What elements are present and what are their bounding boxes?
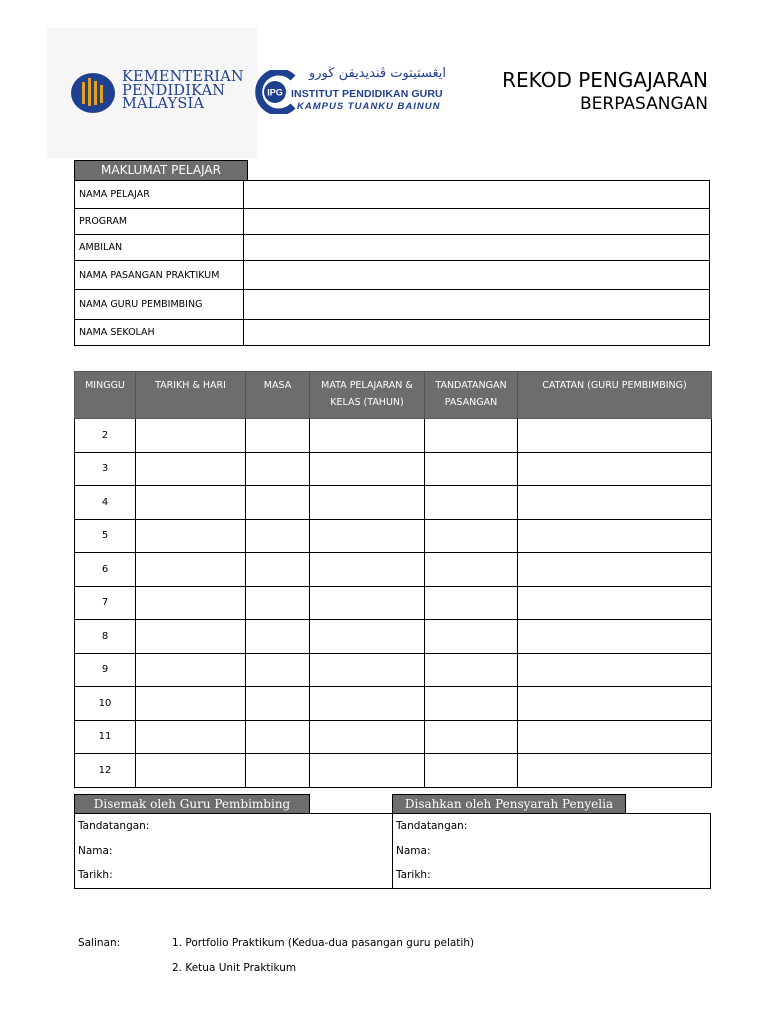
kpm-logo: [70, 69, 244, 116]
cell[interactable]: [310, 620, 425, 654]
kpm-wordmark: [122, 71, 244, 112]
col-header-mata-pelajaran: MATA PELAJARAN & KELAS (TAHUN): [310, 372, 425, 419]
cell[interactable]: [310, 452, 425, 486]
cell[interactable]: [246, 720, 310, 754]
cell[interactable]: [425, 720, 518, 754]
cell[interactable]: [246, 553, 310, 587]
cell[interactable]: [310, 519, 425, 553]
cell[interactable]: [518, 419, 712, 453]
kpm-line1: KEMENTERIAN: [122, 69, 244, 85]
cell[interactable]: [425, 553, 518, 587]
cell[interactable]: [136, 419, 246, 453]
info-label: NAMA PELAJAR: [75, 181, 244, 209]
info-value-field[interactable]: [244, 320, 710, 346]
name-row: [75, 839, 711, 864]
cell[interactable]: [425, 620, 518, 654]
cell[interactable]: [518, 486, 712, 520]
week-number: 6: [75, 553, 136, 587]
copies-label: Salinan:: [78, 937, 121, 949]
cell[interactable]: [310, 486, 425, 520]
week-number: 11: [75, 720, 136, 754]
cell[interactable]: [246, 620, 310, 654]
kpm-line2: PENDIDIKAN: [122, 82, 226, 99]
info-value-field[interactable]: [244, 261, 710, 290]
signature-table: [74, 813, 711, 889]
date-row: [75, 863, 711, 888]
table-row: [75, 687, 712, 721]
name-field[interactable]: Nama:: [75, 839, 393, 864]
cell[interactable]: [310, 419, 425, 453]
name-field[interactable]: Nama:: [393, 839, 711, 864]
week-number: 2: [75, 419, 136, 453]
cell[interactable]: [246, 419, 310, 453]
cell[interactable]: [425, 687, 518, 721]
week-number: 3: [75, 452, 136, 486]
info-label: AMBILAN: [75, 235, 244, 261]
info-label: NAMA PASANGAN PRAKTIKUM: [75, 261, 244, 290]
info-row: [75, 209, 710, 235]
cell[interactable]: [136, 687, 246, 721]
cell[interactable]: [246, 586, 310, 620]
table-row: [75, 553, 712, 587]
cell[interactable]: [425, 419, 518, 453]
col-header-masa: MASA: [246, 372, 310, 419]
cell[interactable]: [136, 452, 246, 486]
cell[interactable]: [136, 754, 246, 788]
reviewed-by-heading: Disemak oleh Guru Pembimbing: [74, 794, 310, 814]
info-value-field[interactable]: [244, 209, 710, 235]
cell[interactable]: [425, 519, 518, 553]
info-row: [75, 181, 710, 209]
cell[interactable]: [310, 553, 425, 587]
student-info-table: [74, 180, 710, 346]
cell[interactable]: [518, 519, 712, 553]
info-label: NAMA GURU PEMBIMBING: [75, 290, 244, 320]
copy-item: 1. Portfolio Praktikum (Kedua-dua pasangan guru pelatih): [172, 937, 475, 949]
info-row: [75, 235, 710, 261]
info-value-field[interactable]: [244, 290, 710, 320]
cell[interactable]: [518, 687, 712, 721]
cell[interactable]: [246, 754, 310, 788]
week-number: 9: [75, 653, 136, 687]
table-row: [75, 452, 712, 486]
cell[interactable]: [136, 620, 246, 654]
cell[interactable]: [518, 452, 712, 486]
cell[interactable]: [246, 653, 310, 687]
info-value-field[interactable]: [244, 235, 710, 261]
info-label: PROGRAM: [75, 209, 244, 235]
cell[interactable]: [310, 754, 425, 788]
cell[interactable]: [136, 519, 246, 553]
ipg-line2: KAMPUS TUANKU BAINUN: [297, 101, 441, 112]
cell[interactable]: [246, 452, 310, 486]
signature-field[interactable]: Tandatangan:: [75, 814, 393, 839]
cell[interactable]: [425, 486, 518, 520]
info-label: NAMA SEKOLAH: [75, 320, 244, 346]
cell[interactable]: [518, 553, 712, 587]
info-row: [75, 261, 710, 290]
info-row: [75, 290, 710, 320]
week-number: 10: [75, 687, 136, 721]
info-row: [75, 320, 710, 346]
cell[interactable]: [310, 653, 425, 687]
cell[interactable]: [310, 720, 425, 754]
week-number: 4: [75, 486, 136, 520]
cell[interactable]: [425, 653, 518, 687]
cell[interactable]: [136, 553, 246, 587]
cell[interactable]: [425, 754, 518, 788]
week-number: 12: [75, 754, 136, 788]
week-number: 5: [75, 519, 136, 553]
table-row: [75, 754, 712, 788]
table-row: [75, 519, 712, 553]
cell[interactable]: [518, 754, 712, 788]
cell[interactable]: [518, 586, 712, 620]
ipg-line1: INSTITUT PENDIDIKAN GURU: [291, 88, 443, 100]
week-number: 7: [75, 586, 136, 620]
copy-item: 2. Ketua Unit Praktikum: [172, 962, 297, 974]
kpm-line3: MALAYSIA: [122, 96, 205, 112]
ipg-arabic-text: ايڠستيتوت ڤنديديقن ڬورو: [309, 66, 447, 81]
cell[interactable]: [136, 486, 246, 520]
cell[interactable]: [136, 720, 246, 754]
col-header-tandatangan: TANDATANGAN PASANGAN: [425, 372, 518, 419]
approved-by-heading: Disahkan oleh Pensyarah Penyelia: [392, 794, 626, 814]
signature-field[interactable]: Tandatangan:: [393, 814, 711, 839]
col-header-catatan: CATATAN (GURU PEMBIMBING): [518, 372, 712, 419]
table-row: [75, 419, 712, 453]
week-number: 8: [75, 620, 136, 654]
cell[interactable]: [425, 586, 518, 620]
teaching-record-table: [74, 371, 712, 788]
page-title: REKOD PENGAJARAN: [502, 68, 708, 92]
signature-row: [75, 814, 711, 839]
cell[interactable]: [310, 586, 425, 620]
cell[interactable]: [518, 653, 712, 687]
ipg-logo: [253, 66, 447, 118]
table-row: [75, 620, 712, 654]
student-info-heading: MAKLUMAT PELAJAR: [74, 160, 248, 181]
date-field[interactable]: Tarikh:: [75, 863, 393, 888]
cell[interactable]: [136, 586, 246, 620]
cell[interactable]: [425, 452, 518, 486]
cell[interactable]: [246, 486, 310, 520]
cell[interactable]: [246, 519, 310, 553]
table-row: [75, 586, 712, 620]
table-row: [75, 486, 712, 520]
kpm-emblem-icon: [70, 72, 116, 114]
table-header-row: [75, 372, 712, 419]
cell[interactable]: [246, 687, 310, 721]
col-header-tarikh: TARIKH & HARI: [136, 372, 246, 419]
date-field[interactable]: Tarikh:: [393, 863, 711, 888]
cell[interactable]: [518, 720, 712, 754]
ipg-badge-text: IPG: [267, 87, 283, 98]
table-row: [75, 720, 712, 754]
info-value-field[interactable]: [244, 181, 710, 209]
page-subtitle: BERPASANGAN: [580, 94, 708, 114]
col-header-minggu: MINGGU: [75, 372, 136, 419]
cell[interactable]: [136, 653, 246, 687]
cell[interactable]: [310, 687, 425, 721]
table-row: [75, 653, 712, 687]
cell[interactable]: [518, 620, 712, 654]
